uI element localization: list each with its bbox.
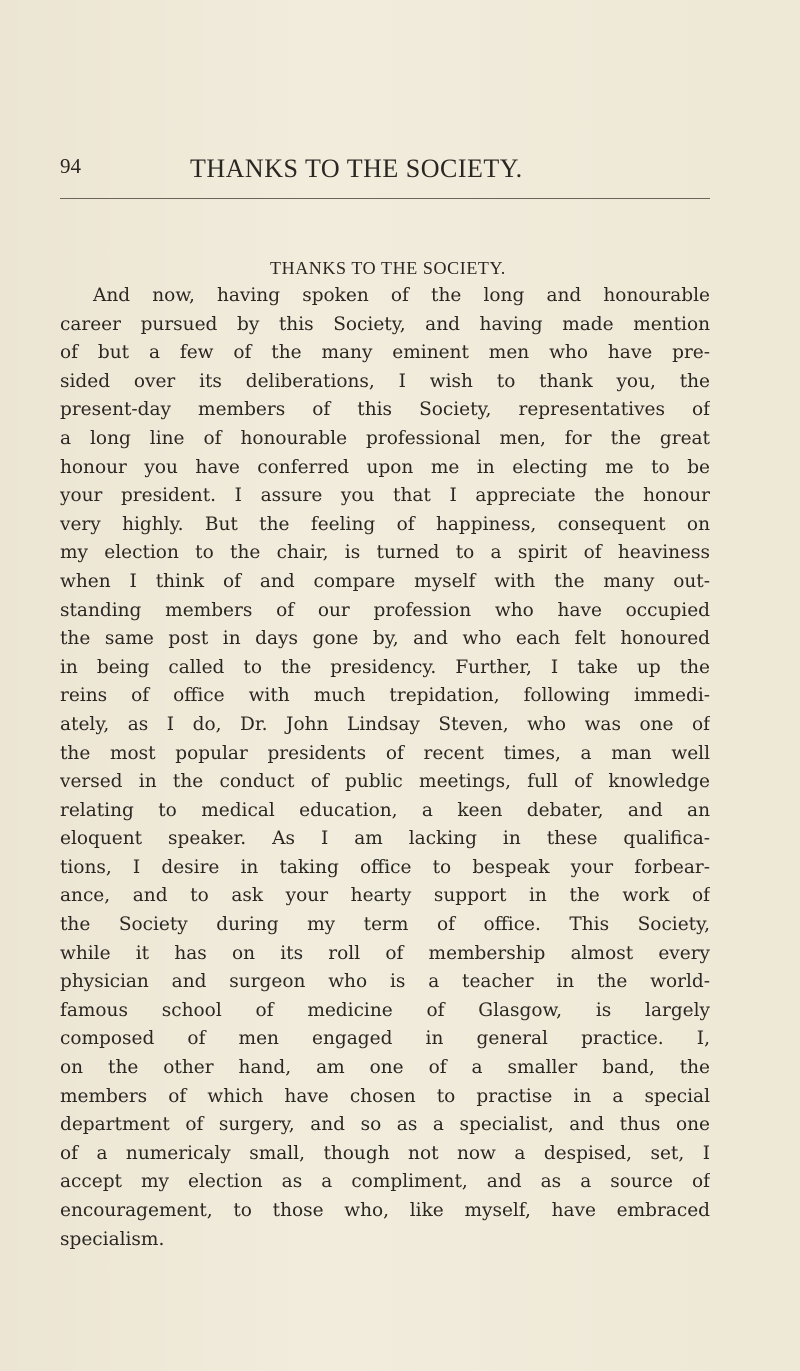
text-line: of but a few of the many eminent men who have pre-: [60, 342, 710, 364]
text-line: specialism.: [60, 1228, 165, 1250]
page-header: [60, 154, 710, 194]
text-line: versed in the conduct of public meetings, full of knowledge: [60, 771, 710, 793]
text-line: in being called to the presidency. Further, I take up the: [60, 656, 710, 678]
text-line: while it has on its roll of membership almost every: [60, 942, 710, 964]
text-line: tions, I desire in taking office to bespeak your forbear-: [60, 856, 710, 878]
text-line: reins of office with much trepidation, following immedi-: [60, 685, 710, 707]
text-line: the same post in days gone by, and who each felt honoured: [60, 628, 710, 650]
text-line: a long line of honourable professional men, for the great: [60, 427, 710, 449]
running-head: THANKS TO THE SOCIETY.: [190, 154, 523, 183]
text-line: the most popular presidents of recent times, a man well: [60, 742, 710, 764]
text-line: physician and surgeon who is a teacher in the world-: [60, 971, 710, 993]
section-title: THANKS TO THE SOCIETY.: [270, 258, 506, 278]
page-number: 94: [60, 154, 81, 178]
text-line: ance, and to ask your hearty support in the work of: [60, 885, 710, 907]
text-line: accept my election as a compliment, and as a source of: [60, 1171, 710, 1193]
text-line: famous school of medicine of Glasgow, is largely: [60, 999, 710, 1021]
text-line: encouragement, to those who, like myself, have embraced: [60, 1200, 710, 1221]
header-rule: [60, 198, 710, 199]
text-line: relating to medical education, a keen debater, and an: [60, 799, 710, 821]
text-line: of a numericaly small, though not now a despised, set, I: [60, 1142, 710, 1164]
text-line: when I think of and compare myself with the many out-: [60, 570, 710, 592]
text-line: your president. I assure you that I appreciate the honour: [60, 485, 710, 507]
text-line: on the other hand, am one of a smaller band, the: [60, 1057, 710, 1079]
text-line: standing members of our profession who have occupied: [60, 599, 710, 621]
text-line: the Society during my term of office. This Society,: [60, 914, 710, 936]
text-line: career pursued by this Society, and having made mention: [60, 313, 710, 335]
text-line: honour you have conferred upon me in electing me to be: [60, 456, 710, 478]
text-line: eloquent speaker. As I am lacking in these qualifica-: [60, 828, 710, 850]
text-line: very highly. But the feeling of happiness, consequent on: [60, 513, 710, 535]
text-line: present-day members of this Society, representatives of: [60, 399, 710, 421]
text-line: ately, as I do, Dr. John Lindsay Steven, who was one of: [60, 713, 710, 735]
text-line: members of which have chosen to practise in a special: [60, 1085, 710, 1107]
text-line: And now, having spoken of the long and honourable: [93, 285, 710, 306]
text-line: sided over its deliberations, I wish to thank you, the: [60, 370, 710, 392]
text-line: composed of men engaged in general practice. I,: [60, 1028, 710, 1050]
text-line: my election to the chair, is turned to a spirit of heaviness: [60, 542, 710, 564]
text-line: department of surgery, and so as a specialist, and thus one: [60, 1114, 710, 1136]
body-paragraph: [60, 282, 710, 1254]
